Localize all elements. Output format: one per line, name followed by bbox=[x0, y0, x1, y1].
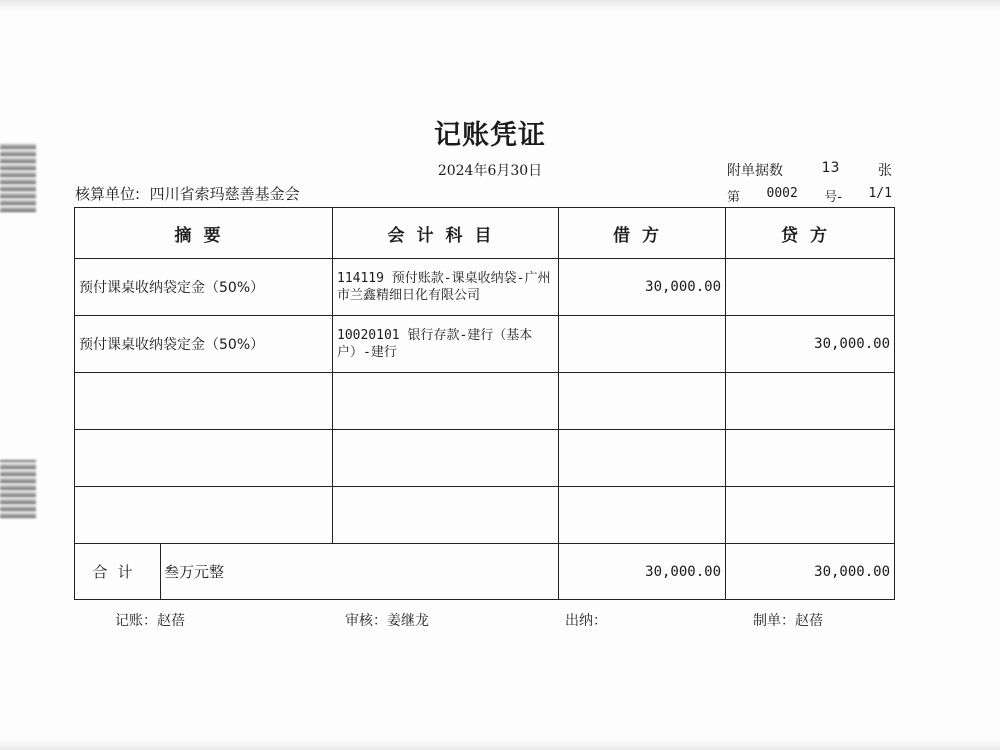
number-suffix: 号- bbox=[824, 190, 842, 205]
debit-cell bbox=[559, 373, 726, 430]
voucher-title: 记账凭证 bbox=[434, 120, 546, 151]
reviewer-signature: 审核：姜继龙 bbox=[345, 613, 429, 629]
attachments-count: 13 bbox=[821, 160, 840, 176]
subject-cell bbox=[333, 430, 559, 487]
voucher-table bbox=[74, 207, 895, 600]
credit-cell bbox=[726, 430, 895, 487]
unit-name: 四川省索玛慈善基金会 bbox=[149, 185, 300, 203]
subject-cell: 114119 预付账款-课桌收纳袋-广州市兰鑫精细日化有限公司 bbox=[333, 259, 559, 316]
credit-cell bbox=[726, 259, 895, 316]
attachments-unit: 张 bbox=[877, 163, 892, 179]
subject-cell: 10020101 银行存款-建行（基本户）-建行 bbox=[333, 316, 559, 373]
subject-cell bbox=[333, 487, 559, 544]
total-label: 合计 bbox=[75, 544, 161, 600]
voucher-number bbox=[727, 186, 892, 205]
voucher-date: 2024年6月30日 bbox=[437, 163, 543, 179]
table-row bbox=[75, 487, 895, 544]
summary-cell: 预付课桌收纳袋定金（50%） bbox=[75, 259, 333, 316]
cashier-signature: 出纳： bbox=[565, 613, 607, 629]
total-credit: 30,000.00 bbox=[726, 544, 895, 600]
total-debit: 30,000.00 bbox=[559, 544, 726, 600]
subject-cell bbox=[333, 373, 559, 430]
attachments-info bbox=[727, 160, 892, 180]
bookkeeper-signature: 记账：赵蓓 bbox=[115, 613, 185, 629]
debit-cell bbox=[559, 430, 726, 487]
number-prefix: 第 bbox=[727, 190, 741, 205]
number-value: 0002 bbox=[766, 186, 798, 201]
attachments-label: 附单据数 bbox=[727, 163, 783, 179]
header-subject: 会计科目 bbox=[333, 208, 559, 259]
scan-edge-bottom bbox=[0, 738, 1000, 750]
unit-label: 核算单位: bbox=[75, 185, 141, 203]
accounting-unit bbox=[75, 183, 300, 204]
header-credit: 贷方 bbox=[726, 208, 895, 259]
total-amount-in-words: 叁万元整 bbox=[161, 544, 559, 600]
table-row bbox=[75, 430, 895, 487]
signature-line bbox=[115, 610, 855, 632]
table-row bbox=[75, 316, 895, 373]
debit-cell bbox=[559, 316, 726, 373]
credit-cell: 30,000.00 bbox=[726, 316, 895, 373]
debit-cell bbox=[559, 487, 726, 544]
table-row bbox=[75, 373, 895, 430]
summary-cell bbox=[75, 373, 333, 430]
summary-cell bbox=[75, 430, 333, 487]
total-row bbox=[75, 544, 895, 600]
header-summary: 摘要 bbox=[75, 208, 333, 259]
header-debit: 借方 bbox=[559, 208, 726, 259]
debit-cell: 30,000.00 bbox=[559, 259, 726, 316]
summary-cell: 预付课桌收纳袋定金（50%） bbox=[75, 316, 333, 373]
page-count: 1/1 bbox=[868, 186, 892, 201]
scan-edge-top bbox=[0, 0, 1000, 12]
table-row bbox=[75, 259, 895, 316]
table-header-row bbox=[75, 208, 895, 259]
preparer-signature: 制单：赵蓓 bbox=[753, 613, 823, 629]
summary-cell bbox=[75, 487, 333, 544]
credit-cell bbox=[726, 487, 895, 544]
credit-cell bbox=[726, 373, 895, 430]
scan-smudge bbox=[0, 460, 36, 518]
